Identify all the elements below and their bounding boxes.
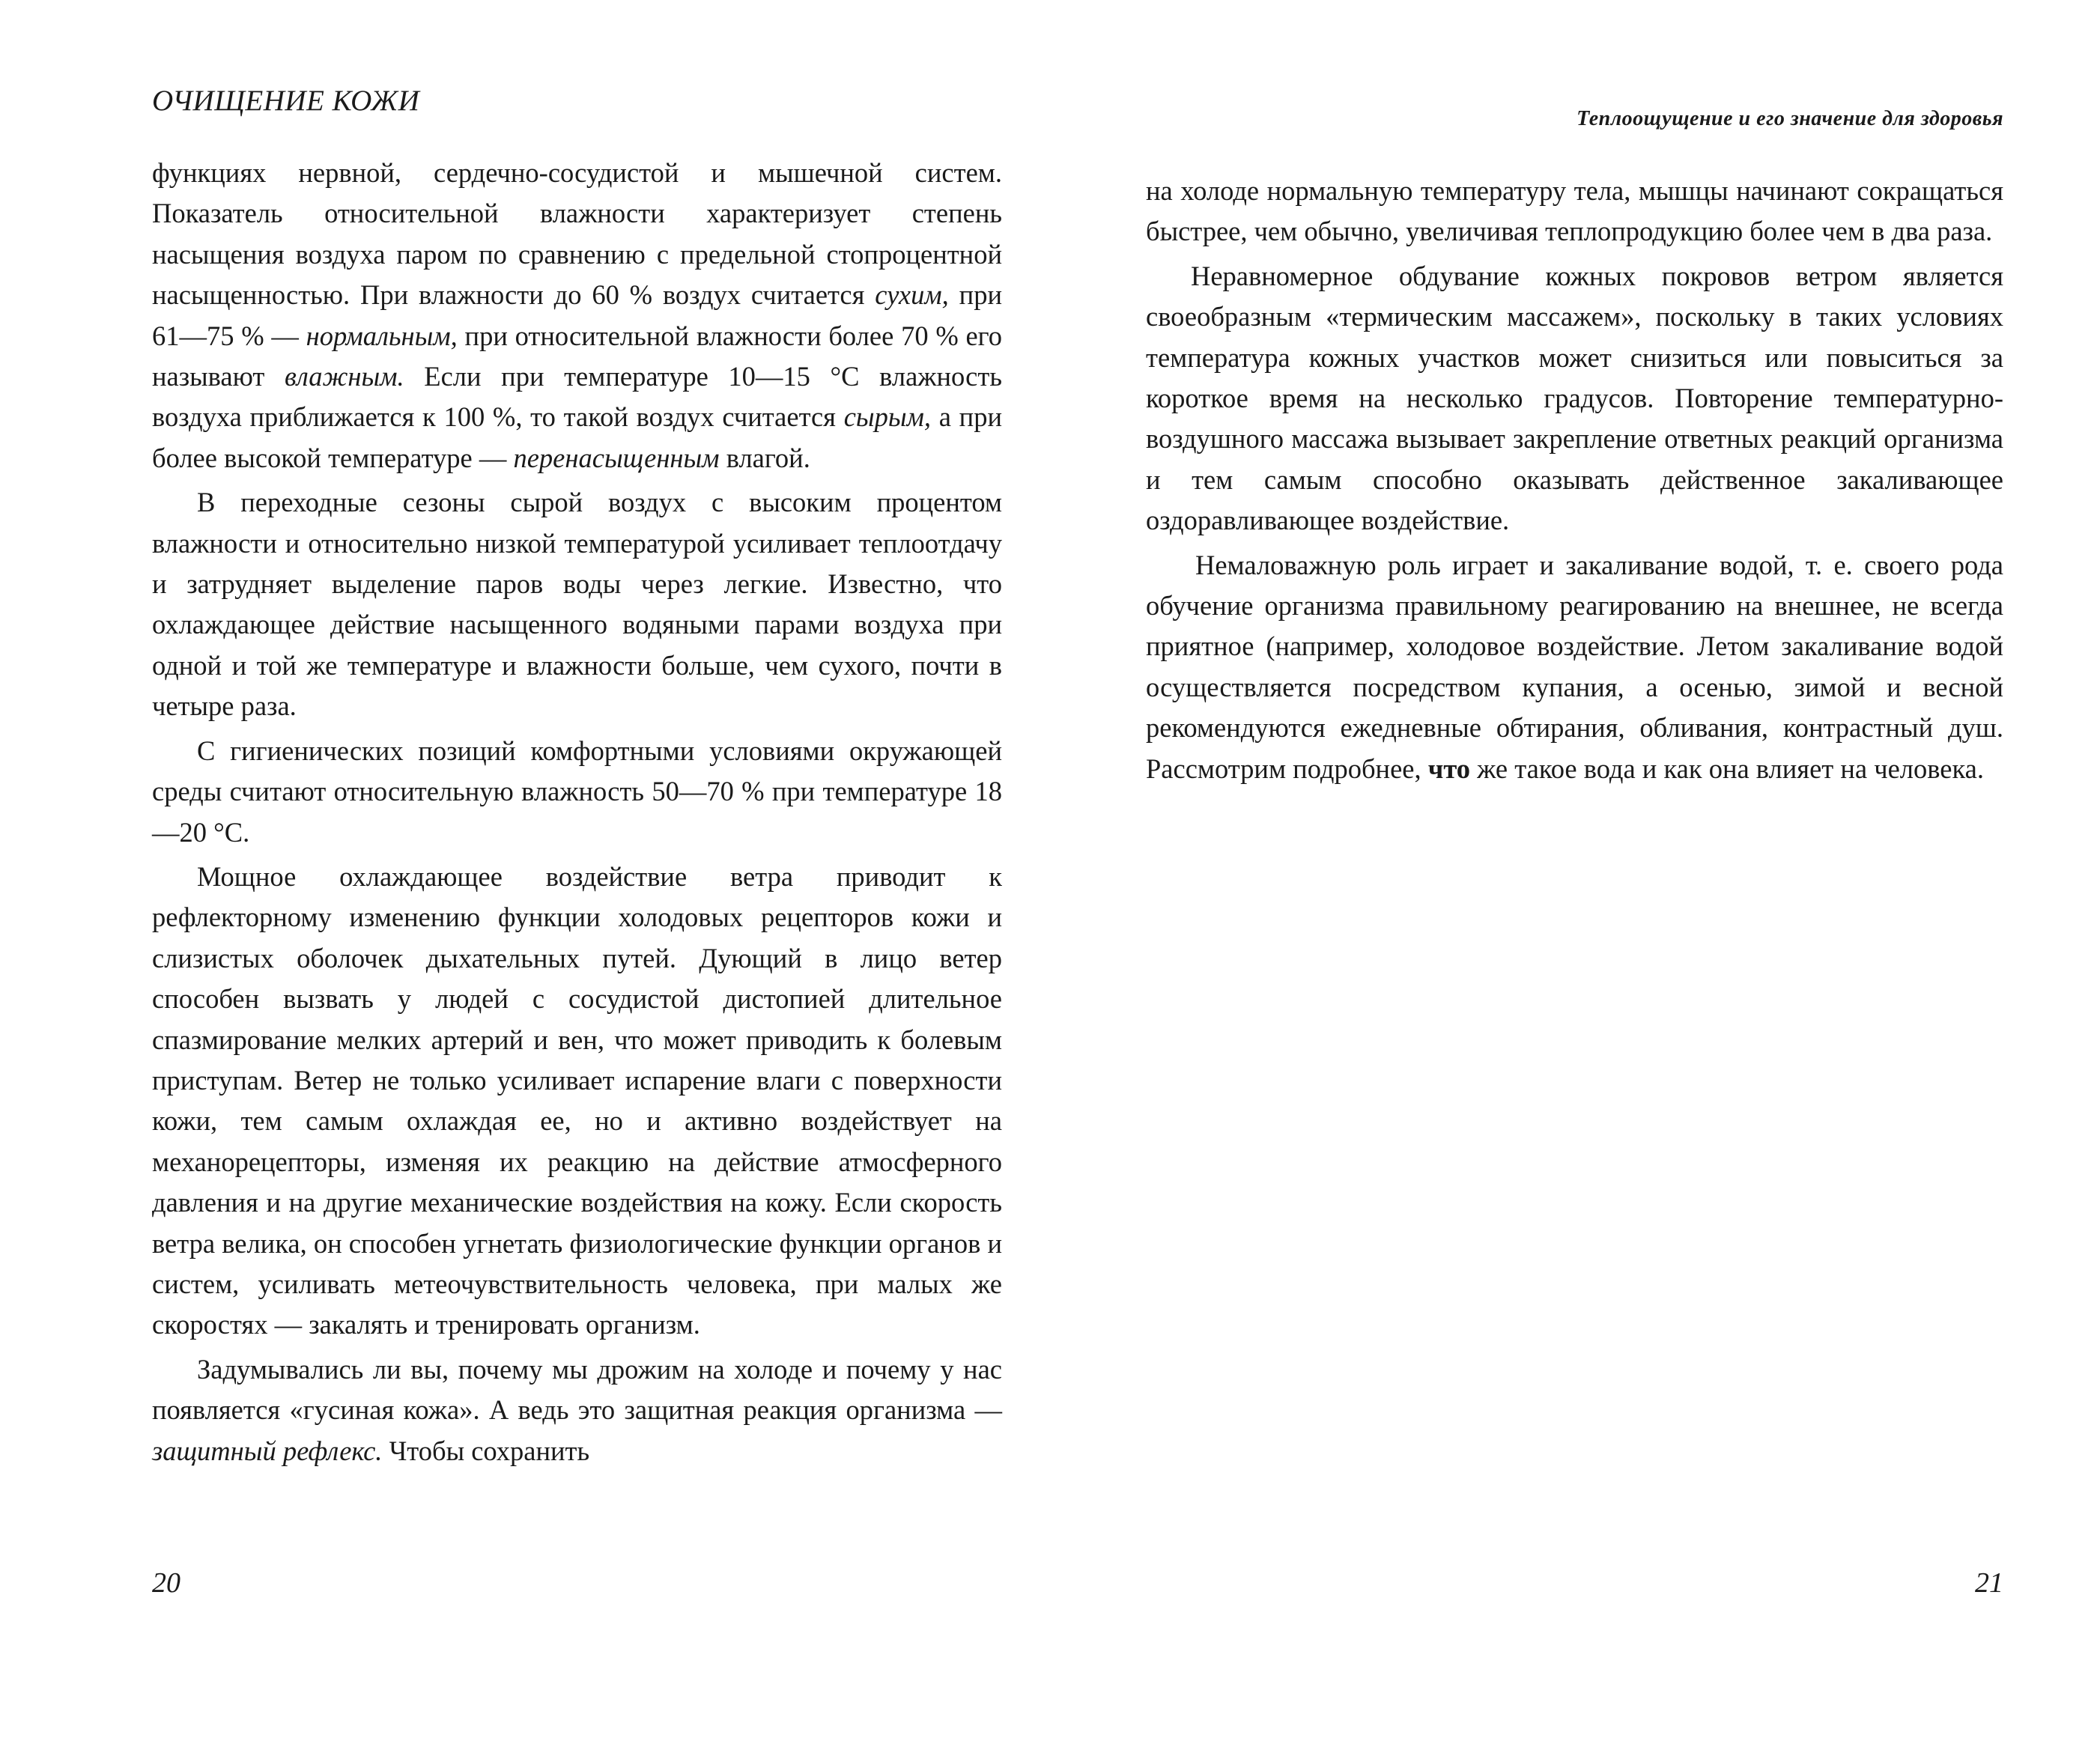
term-normal: нормальным,	[306, 320, 458, 351]
left-page-body	[152, 153, 1002, 1475]
running-head-left: ОЧИЩЕНИЕ КОЖИ	[152, 85, 420, 117]
term-protective-reflex: защитный рефлекс.	[152, 1435, 383, 1466]
right-page-body	[1146, 171, 2003, 793]
running-head-right: Теплоощущение и его значение для здоровья	[1576, 107, 2003, 130]
term-supersaturated: перенасыщенным	[513, 442, 720, 473]
paragraph-wind-effect: Мощное охлаждающее воздействие ветра приводит к рефлекторному изменению функции холодовых рецепторов кожи и слизистых оболочек дыхательных путей. Дующий в лицо ветер способен вызвать у людей с сосудистой дистопией длительное спазмирование мелких артерий и вен, что может приводить к болевым приступам. Ветер не только усиливает испарение влаги с поверхности кожи, тем самым охлаждая ее, но и активно воздействует на механорецепторы, изменяя их реакцию на действие атмосферного давления и на другие механические воздействия на кожу. Если скорость ветра велика, он способен угнетать физиологические функции органов и систем, усиливать метеочувствительность человека, при малых же скоростях — закалять и тренировать организм.	[152, 860, 1002, 1340]
paragraph-comfort-conditions: С гигиенических позиций комфортными условиями окружающей среды считают относительную влажность 50—70 % при температуре 18—20 °С.	[152, 735, 1002, 848]
page-number-right: 21	[1975, 1567, 2003, 1599]
term-humid: влажным.	[285, 361, 404, 392]
term-dry: сухим,	[875, 279, 949, 311]
paragraph-muscle-contraction: на холоде нормальную температуру тела, мышцы начинают сокращаться быстрее, чем обычно, увеличивая теплопродукцию более чем в два раза.	[1146, 175, 2003, 247]
paragraph-shivering: Задумывались ли вы, почему мы дрожим на холоде и почему у нас появляется «гусиная кожа». А ведь это защитная реакция организма — защитный рефлекс. Чтобы сохранить	[152, 1353, 1002, 1466]
paragraph-transition-seasons: В переходные сезоны сырой воздух с высоким процентом влажности и относительно низкой температурой усиливает теплоотдачу и затрудняет выделение паров воды через легкие. Известно, что охлаждающее действие насыщенного водяными парами воздуха при одной и той же температуре и влажности больше, чем сухого, почти в четыре раза.	[152, 487, 1002, 722]
paragraph-water-hardening: Немаловажную роль играет и закаливание водой, т. е. своего рода обучение организма правильному реагированию на внешнее, не всегда приятное (например, холодовое воздействие. Летом закаливание водой осуществляется посредством купания, а осенью, зимой и весной рекомендуются ежедневные обтирания, обливания, контрастный душ. Рассмотрим подробнее, что же такое вода и как она влияет на человека.	[1146, 549, 2003, 784]
emphasis-what: что	[1427, 753, 1471, 784]
term-damp: сырым,	[843, 401, 931, 433]
paragraph-humidity: функциях нервной, сердечно-сосудистой и мышечной систем. Показатель относительной влажности характеризует степень насыщения воздуха паром по сравнению с предельной стопроцентной насыщенностью. При влажности до 60 % воздух считается сухим, при 61—75 % — нормальным, при относительной влажности более 70 % его называют влажным. Если при температуре 10—15 °С влажность воздуха приближается к 100 %, то такой воздух считается сырым, а при более высокой температуре — перенасыщенным влагой.	[152, 157, 1002, 473]
page-number-left: 20	[152, 1567, 180, 1599]
paragraph-thermal-massage: Неравномерное обдувание кожных покровов ветром является своеобразным «термическим массажем», поскольку в таких условиях температура кожных участков может снизиться или повыситься за короткое время на несколько градусов. Повторение температурно-воздушного массажа вызывает закрепление ответных реакций организма и тем самым способно оказывать действенное закаливающее оздоравливающее воздействие.	[1146, 260, 2003, 536]
